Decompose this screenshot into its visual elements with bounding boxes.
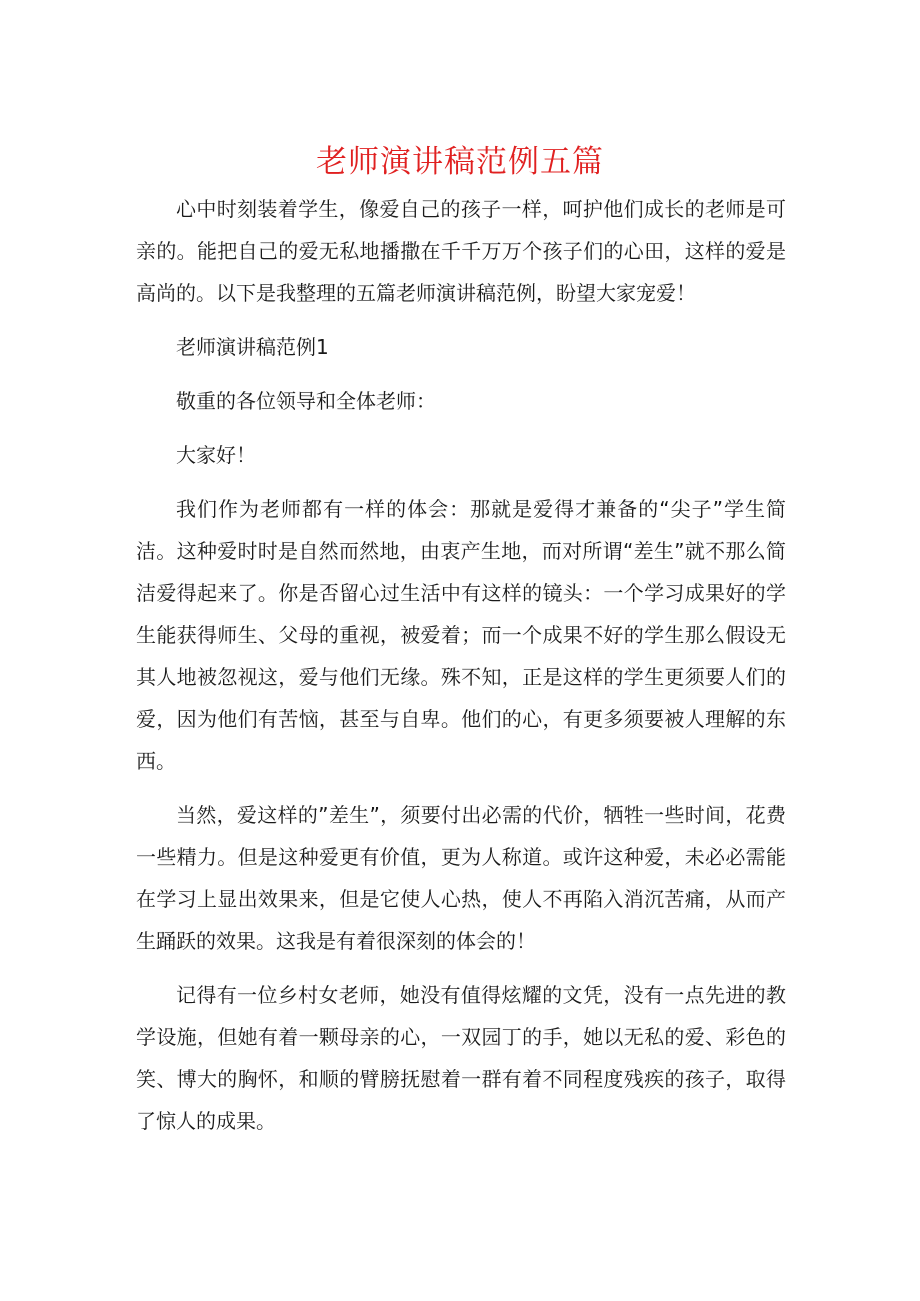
document-body (136, 188, 786, 1142)
greeting: 大家好！ (176, 443, 256, 467)
body-paragraph: 我们作为老师都有一样的体会：那就是爱得才兼备的“尖子”学生简洁。这种爱时时是自然而然地，由衷产生地，而对所谓“差生”就不那么简洁爱得起来了。你是否留心过生活中有这样的镜头：一个学习成果好的学生能获得师生、父母的重视，被爱着；而一个成果不好的学生那么假设无其人地被忽视这，爱与他们无缘。殊不知，正是这样的学生更须要人们的爱，因为他们有苦恼，甚至与自卑。他们的心，有更多须要被人理解的东西。 (136, 497, 786, 773)
salutation: 敬重的各位领导和全体老师： (176, 389, 436, 413)
document-title: 老师演讲稿范例五篇 (316, 144, 604, 180)
body-paragraph: 当然，爱这样的”差生”，须要付出必需的代价，牺牲一些时间，花费一些精力。但是这种爱更有价值，更为人称道。或许这种爱，未必必需能在学习上显出效果来，但是它使人心热，使人不再陷入消沉苦痛，从而产生踊跃的效果。这我是有着很深刻的体会的！ (136, 803, 786, 953)
intro-paragraph: 心中时刻装着学生，像爱自己的孩子一样，呵护他们成长的老师是可亲的。能把自己的爱无私地播撒在千千万万个孩子们的心田，这样的爱是高尚的。以下是我整理的五篇老师演讲稿范例，盼望大家宠爱！ (136, 197, 786, 305)
body-paragraph: 记得有一位乡村女老师，她没有值得炫耀的文凭，没有一点先进的教学设施，但她有着一颗母亲的心，一双园丁的手，她以无私的爱、彩色的笑、博大的胸怀，和顺的臂膀抚慰着一群有着不同程度残疾的孩子，取得了惊人的成果。 (136, 983, 786, 1133)
section-heading: 老师演讲稿范例1 (176, 335, 329, 359)
